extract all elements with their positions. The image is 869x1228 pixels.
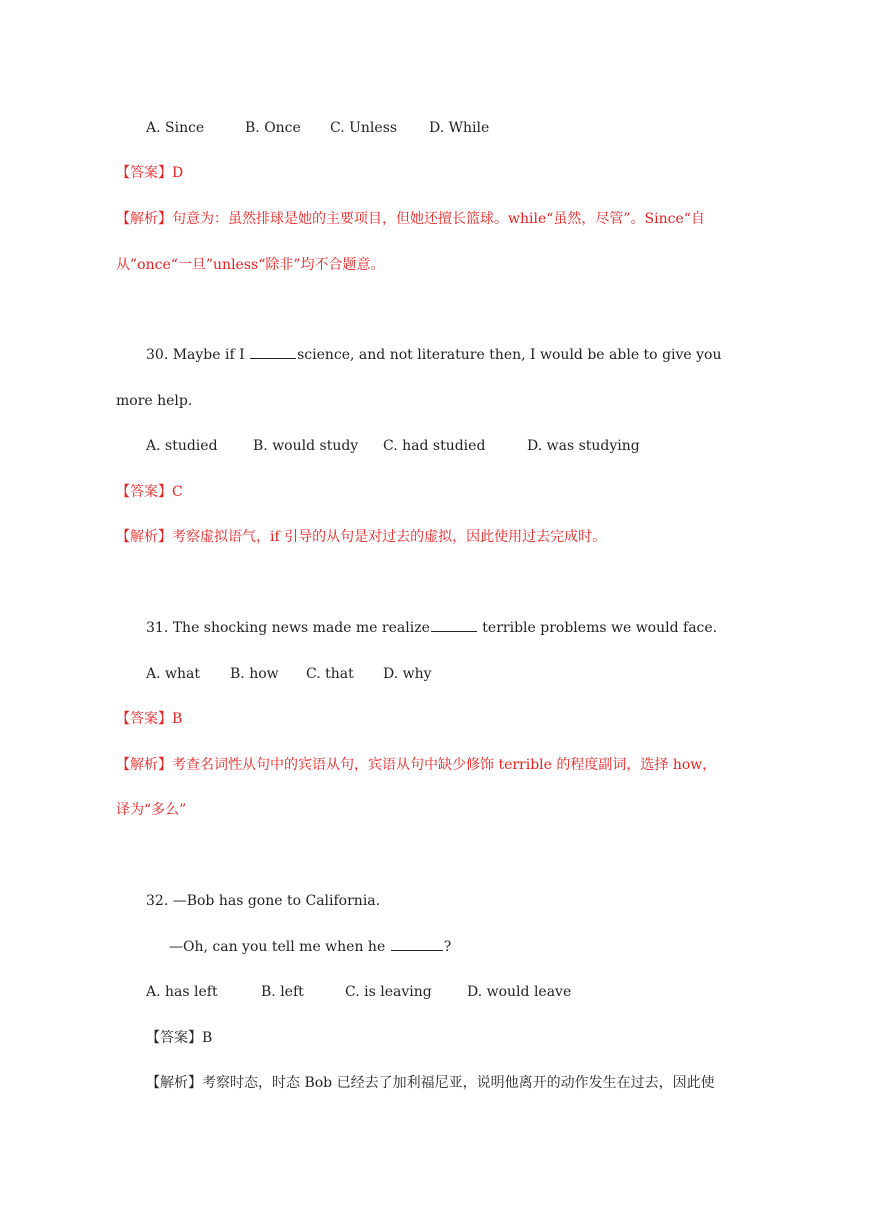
q31-option-c: C. that	[306, 666, 354, 682]
q31-answer	[116, 710, 182, 728]
q31-option-b: B. how	[230, 666, 279, 682]
q29-options	[146, 119, 546, 137]
q29-option-b: B. Once	[245, 120, 301, 136]
q32-answer-blank	[391, 938, 443, 951]
q32-option-c: C. is leaving	[345, 984, 432, 1000]
q32-option-d: D. would leave	[467, 984, 572, 1000]
analysis-text: 考查名词性从句中的宾语从句，宾语从句中缺少修饰 terrible 的程度副词，选择 how，	[172, 757, 717, 773]
q30-stem-line2: more help.	[116, 393, 193, 409]
q30-stem-start: 30. Maybe if I	[146, 347, 250, 363]
q29-option-c: C. Unless	[330, 120, 398, 136]
analysis-text: 考察时态，时态 Bob 已经去了加利福尼亚，说明他离开的动作发生在过去，因此使	[202, 1075, 715, 1091]
q31-option-d: D. why	[383, 666, 432, 682]
q30-analysis-line1	[116, 528, 606, 546]
analysis-tag: 【解析】	[116, 757, 172, 773]
q30-options	[146, 437, 666, 455]
q30-answer-blank	[250, 346, 296, 359]
analysis-text: 句意为：虽然排球是她的主要项目，但她还擅长篮球。while“虽然，尽管”。Since“自	[172, 211, 705, 227]
q32-stem-line2	[169, 938, 451, 956]
q29-answer	[116, 164, 183, 182]
q30-option-b: B. would study	[253, 438, 359, 454]
answer-tag: 【答案】	[116, 165, 172, 181]
q30-option-d: D. was studying	[527, 438, 640, 454]
q32-answer	[146, 1029, 212, 1047]
q29-analysis-line1	[116, 210, 705, 228]
q31-options	[146, 665, 446, 683]
q32-option-b: B. left	[261, 984, 304, 1000]
q32-option-a: A. has left	[146, 984, 218, 1000]
analysis-text: 考察虚拟语气，if 引导的从句是对过去的虚拟，因此使用过去完成时。	[172, 529, 607, 545]
q32-analysis-line1	[146, 1074, 715, 1092]
q31-answer-blank	[431, 619, 477, 632]
q32-stem-end: ?	[443, 939, 452, 955]
answer-value: B	[202, 1030, 213, 1046]
answer-value: D	[172, 165, 184, 181]
q32-options	[146, 983, 606, 1001]
q31-stem	[146, 619, 717, 637]
analysis-tag: 【解析】	[116, 211, 172, 227]
answer-value: C	[172, 484, 183, 500]
q30-option-c: C. had studied	[383, 438, 486, 454]
analysis-tag: 【解析】	[146, 1075, 202, 1091]
q29-analysis-line2: 从”once“一旦”unless“除非”均不合题意。	[116, 257, 385, 273]
q30-option-a: A. studied	[146, 438, 218, 454]
q31-stem-start: 31. The shocking news made me realize	[146, 620, 430, 636]
answer-tag: 【答案】	[146, 1030, 202, 1046]
q29-option-a: A. Since	[146, 120, 205, 136]
q31-analysis-line1	[116, 756, 716, 774]
answer-tag: 【答案】	[116, 711, 172, 727]
q30-stem-line1	[146, 346, 722, 364]
q32-stem-start: —Oh, can you tell me when he	[169, 939, 390, 955]
q31-option-a: A. what	[146, 666, 200, 682]
q30-stem-end: science, and not literature then, I would be able to give you	[297, 347, 722, 363]
answer-value: B	[172, 711, 183, 727]
analysis-tag: 【解析】	[116, 529, 172, 545]
q32-stem-line1: 32. —Bob has gone to California.	[146, 893, 381, 909]
q30-answer	[116, 483, 183, 501]
q31-stem-end: terrible problems we would face.	[477, 620, 718, 636]
q31-analysis-line2: 译为“多么”	[116, 802, 187, 818]
answer-tag: 【答案】	[116, 484, 172, 500]
q29-option-d: D. While	[429, 120, 490, 136]
